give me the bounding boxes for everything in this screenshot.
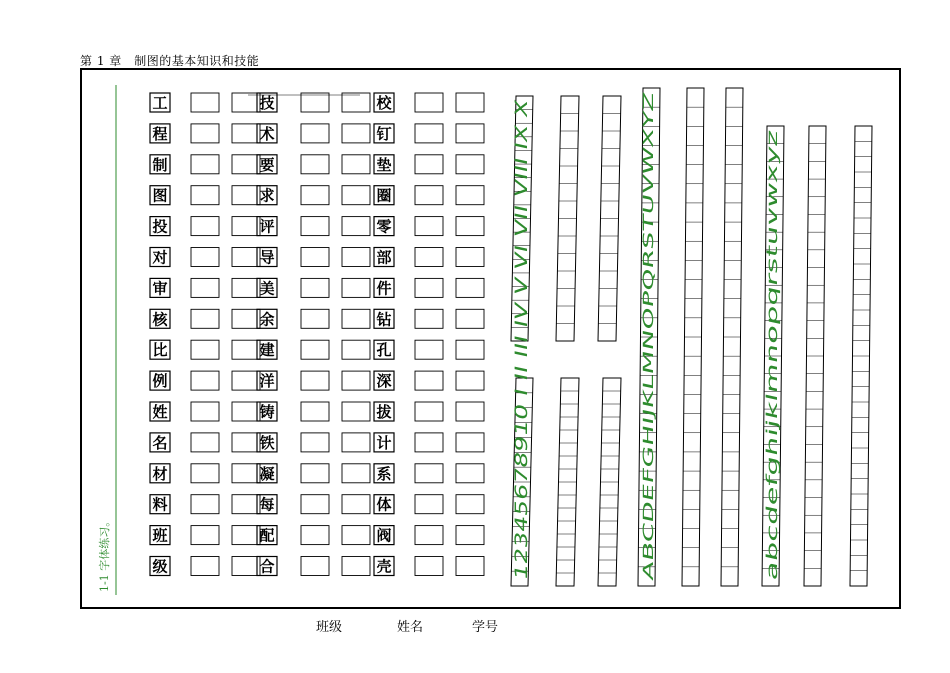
empty-practice-box (301, 217, 329, 236)
char-practice-row (374, 464, 484, 483)
model-char: 深 (376, 372, 392, 391)
char-practice-row (150, 433, 260, 452)
char-practice-row (374, 217, 484, 236)
empty-practice-box (232, 248, 260, 267)
empty-practice-box (232, 371, 260, 390)
model-char: 姓 (152, 403, 168, 421)
empty-practice-box (232, 124, 260, 143)
practice-strip (682, 88, 704, 586)
char-practice-row (374, 433, 484, 452)
char-practice-row (257, 340, 370, 359)
char-practice-row (257, 402, 370, 421)
empty-practice-box (342, 248, 370, 267)
practice-strip (556, 378, 579, 586)
chapter-header: 第 1 章 制图的基本知识和技能 (80, 54, 260, 68)
empty-practice-box (342, 340, 370, 359)
model-char: 建 (259, 341, 275, 360)
model-char: 材 (152, 464, 168, 483)
empty-practice-box (301, 464, 329, 483)
empty-practice-box (342, 278, 370, 297)
empty-practice-box (191, 124, 219, 143)
char-practice-row (374, 526, 484, 545)
empty-practice-box (301, 278, 329, 297)
model-char: 每 (259, 495, 275, 514)
empty-practice-box (232, 217, 260, 236)
empty-practice-box (232, 340, 260, 359)
char-practice-row (374, 402, 484, 421)
model-char: 要 (259, 155, 275, 174)
char-practice-row (374, 371, 484, 390)
empty-practice-box (342, 93, 370, 112)
char-practice-row (257, 217, 370, 236)
char-practice-row (374, 557, 484, 576)
empty-practice-box (191, 93, 219, 112)
char-practice-row (257, 278, 370, 297)
empty-practice-box (415, 124, 443, 143)
char-practice-row (150, 278, 260, 297)
empty-practice-box (301, 93, 329, 112)
char-practice-row (374, 155, 484, 174)
empty-practice-box (342, 124, 370, 143)
empty-practice-box (415, 557, 443, 576)
model-char: 配 (259, 526, 275, 545)
empty-practice-box (232, 433, 260, 452)
empty-practice-box (342, 433, 370, 452)
empty-practice-box (191, 155, 219, 174)
empty-practice-box (415, 278, 443, 297)
empty-practice-box (415, 495, 443, 514)
model-char: 系 (376, 464, 392, 483)
practice-strip (721, 88, 743, 586)
empty-practice-box (456, 124, 484, 143)
empty-practice-box (301, 433, 329, 452)
char-practice-row (257, 186, 370, 205)
practice-strip (556, 96, 579, 341)
name-label: 姓名 (397, 620, 424, 635)
model-char: 圈 (376, 186, 392, 205)
empty-practice-box (232, 495, 260, 514)
char-practice-row (150, 371, 260, 390)
empty-practice-box (415, 402, 443, 421)
model-char: 铸 (259, 403, 275, 421)
model-char: 余 (259, 310, 275, 329)
model-char: 凝 (259, 464, 275, 483)
char-practice-row (150, 402, 260, 421)
empty-practice-box (301, 155, 329, 174)
char-practice-row (150, 557, 260, 576)
empty-practice-box (232, 278, 260, 297)
model-char: 部 (376, 248, 392, 267)
model-char: 制 (152, 155, 168, 174)
model-char: 例 (152, 372, 168, 391)
char-practice-row (374, 495, 484, 514)
char-practice-row (150, 248, 260, 267)
empty-practice-box (232, 526, 260, 545)
empty-practice-box (232, 186, 260, 205)
empty-practice-box (415, 340, 443, 359)
empty-practice-box (191, 309, 219, 328)
char-practice-row (257, 495, 370, 514)
empty-practice-box (456, 186, 484, 205)
empty-practice-box (232, 464, 260, 483)
model-char: 程 (152, 124, 168, 143)
empty-practice-box (191, 526, 219, 545)
char-practice-row (257, 124, 370, 143)
practice-strip (850, 126, 872, 586)
empty-practice-box (301, 526, 329, 545)
char-practice-row (374, 93, 484, 112)
empty-practice-box (342, 495, 370, 514)
empty-practice-box (456, 217, 484, 236)
empty-practice-box (232, 402, 260, 421)
model-char: 零 (376, 217, 392, 236)
empty-practice-box (415, 155, 443, 174)
empty-practice-box (301, 309, 329, 328)
model-char: 计 (376, 433, 392, 452)
model-char: 钻 (376, 310, 392, 329)
model-char: 拔 (376, 403, 392, 421)
exercise-label: 1-1 字体练习。 (98, 515, 111, 592)
model-char: 审 (152, 279, 168, 298)
char-practice-row (257, 433, 370, 452)
model-char: 工 (152, 94, 168, 112)
model-char: 核 (152, 310, 168, 329)
char-practice-row (150, 155, 260, 174)
empty-practice-box (342, 155, 370, 174)
char-practice-row (257, 464, 370, 483)
empty-practice-box (415, 526, 443, 545)
char-practice-row (374, 248, 484, 267)
model-char: 钉 (376, 124, 392, 143)
empty-practice-box (191, 402, 219, 421)
empty-practice-box (456, 464, 484, 483)
char-practice-row (257, 309, 370, 328)
empty-practice-box (301, 557, 329, 576)
model-char: 评 (259, 217, 275, 236)
model-char: 术 (259, 124, 275, 143)
empty-practice-box (191, 557, 219, 576)
model-char: 垫 (376, 155, 392, 174)
empty-practice-box (301, 124, 329, 143)
char-practice-row (374, 124, 484, 143)
empty-practice-box (301, 371, 329, 390)
model-char: 求 (259, 186, 275, 205)
empty-practice-box (415, 186, 443, 205)
char-practice-row (257, 155, 370, 174)
empty-practice-box (456, 248, 484, 267)
empty-practice-box (191, 464, 219, 483)
empty-practice-box (342, 217, 370, 236)
char-practice-row (150, 186, 260, 205)
empty-practice-box (232, 155, 260, 174)
char-practice-row (150, 93, 260, 112)
model-char: 壳 (376, 557, 392, 576)
char-practice-row (374, 278, 484, 297)
model-char: 班 (152, 526, 168, 545)
empty-practice-box (456, 526, 484, 545)
class-label: 班级 (316, 620, 343, 635)
practice-strip (598, 378, 621, 586)
model-char: 阀 (376, 526, 392, 545)
model-char: 孔 (376, 341, 392, 360)
empty-practice-box (342, 371, 370, 390)
empty-practice-box (191, 217, 219, 236)
digits-roman-reference: 12345678910 I II III IV V VI VII VIII IX X (512, 253, 532, 583)
empty-practice-box (342, 186, 370, 205)
empty-practice-box (415, 309, 443, 328)
char-practice-row (374, 186, 484, 205)
char-practice-row (257, 93, 370, 112)
empty-practice-box (342, 557, 370, 576)
model-char: 校 (376, 94, 392, 112)
empty-practice-box (456, 155, 484, 174)
model-char: 技 (259, 94, 275, 112)
char-practice-row (150, 464, 260, 483)
empty-practice-box (342, 526, 370, 545)
empty-practice-box (191, 278, 219, 297)
empty-practice-box (232, 93, 260, 112)
empty-practice-box (415, 433, 443, 452)
empty-practice-box (456, 278, 484, 297)
practice-strip (804, 126, 826, 586)
empty-practice-box (232, 557, 260, 576)
empty-practice-box (191, 495, 219, 514)
empty-practice-box (415, 464, 443, 483)
empty-practice-box (342, 464, 370, 483)
empty-practice-box (415, 371, 443, 390)
empty-practice-box (415, 93, 443, 112)
empty-practice-box (415, 248, 443, 267)
model-char: 导 (259, 248, 275, 267)
empty-practice-box (301, 186, 329, 205)
char-practice-row (150, 340, 260, 359)
char-practice-row (257, 526, 370, 545)
empty-practice-box (301, 248, 329, 267)
empty-practice-box (456, 340, 484, 359)
empty-practice-box (191, 186, 219, 205)
empty-practice-box (456, 495, 484, 514)
char-practice-row (150, 526, 260, 545)
empty-practice-box (415, 217, 443, 236)
model-char: 件 (376, 279, 392, 298)
char-practice-row (150, 217, 260, 236)
empty-practice-box (342, 402, 370, 421)
model-char: 合 (259, 557, 275, 576)
empty-practice-box (232, 309, 260, 328)
model-char: 料 (152, 495, 168, 514)
uppercase-reference: ABCDEFGHIJKLMNOPQRSTUVWXYZ (641, 334, 657, 582)
char-practice-row (150, 124, 260, 143)
empty-practice-box (342, 309, 370, 328)
lowercase-reference: abcdefghijklmnopqrstuvwxyz (763, 358, 781, 582)
practice-strip (598, 96, 621, 341)
empty-practice-box (301, 495, 329, 514)
empty-practice-box (456, 433, 484, 452)
empty-practice-box (456, 309, 484, 328)
char-practice-row (374, 340, 484, 359)
number-label: 学号 (472, 620, 499, 635)
empty-practice-box (456, 402, 484, 421)
char-practice-row (257, 371, 370, 390)
model-char: 图 (152, 186, 168, 205)
model-char: 级 (152, 557, 168, 576)
empty-practice-box (456, 557, 484, 576)
model-char: 名 (152, 433, 168, 452)
char-practice-row (257, 248, 370, 267)
model-char: 比 (152, 341, 168, 360)
model-char: 美 (259, 279, 275, 298)
empty-practice-box (301, 402, 329, 421)
empty-practice-box (191, 371, 219, 390)
char-practice-row (257, 557, 370, 576)
char-practice-row (150, 309, 260, 328)
empty-practice-box (191, 433, 219, 452)
model-char: 洋 (259, 372, 275, 391)
empty-practice-box (191, 248, 219, 267)
empty-practice-box (456, 371, 484, 390)
char-practice-row (150, 495, 260, 514)
model-char: 投 (152, 217, 168, 236)
model-char: 铁 (259, 433, 275, 452)
empty-practice-box (301, 340, 329, 359)
char-practice-row (374, 309, 484, 328)
empty-practice-box (456, 93, 484, 112)
model-char: 对 (152, 248, 168, 267)
model-char: 体 (376, 495, 392, 514)
empty-practice-box (191, 340, 219, 359)
